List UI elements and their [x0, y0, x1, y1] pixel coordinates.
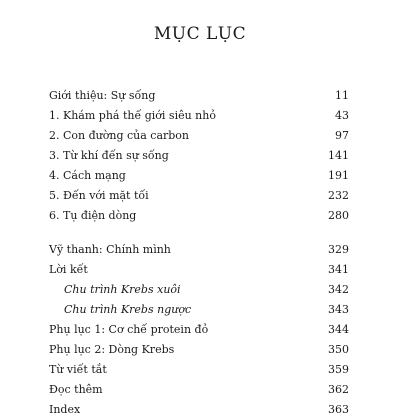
- toc-entry[interactable]: [49, 240, 349, 260]
- toc-entry[interactable]: [49, 106, 349, 126]
- page-title: MỤC LỤC: [153, 24, 247, 44]
- toc-entry-page: 232: [328, 189, 349, 202]
- toc-entry-page: 11: [335, 89, 349, 102]
- toc-entry-page: 97: [335, 129, 349, 142]
- toc-entry-label: Index: [49, 403, 81, 416]
- toc-entry-label: 6. Tụ điện dòng: [49, 209, 137, 222]
- toc-entry[interactable]: [49, 260, 349, 280]
- toc-back-matter: [49, 240, 349, 420]
- toc-entry-page: 341: [328, 263, 349, 276]
- toc-subentry[interactable]: [49, 300, 349, 320]
- toc-entry-label: Phụ lục 2: Dòng Krebs: [49, 343, 175, 356]
- toc-entry-page: 43: [335, 109, 349, 122]
- toc-entry-page: 344: [328, 323, 349, 336]
- toc-entry[interactable]: [49, 166, 349, 186]
- toc-entry[interactable]: [49, 320, 349, 340]
- toc-entry[interactable]: [49, 186, 349, 206]
- toc-entry-page: 359: [328, 363, 349, 376]
- toc-entry-label: 4. Cách mạng: [49, 169, 126, 182]
- toc-entry-label: 3. Từ khí đến sự sống: [49, 149, 169, 162]
- toc-entry[interactable]: [49, 380, 349, 400]
- toc-entry-page: 191: [328, 169, 349, 182]
- toc-entry-label: 2. Con đường của carbon: [49, 129, 190, 142]
- toc-entry[interactable]: [49, 340, 349, 360]
- toc-entry[interactable]: [49, 86, 349, 106]
- toc-entry[interactable]: [49, 146, 349, 166]
- toc-entry[interactable]: [49, 206, 349, 226]
- toc-entry-page: 329: [328, 243, 349, 256]
- toc-entry-page: 350: [328, 343, 349, 356]
- toc-entry-label: Chu trình Krebs xuôi: [64, 283, 181, 296]
- toc-entry-page: 363: [328, 403, 349, 416]
- toc-entry-label: Từ viết tắt: [49, 363, 107, 376]
- toc-entry-label: 1. Khám phá thế giới siêu nhỏ: [49, 109, 216, 122]
- toc-entry-label: Giới thiệu: Sự sống: [49, 89, 156, 102]
- toc-entry-page: 342: [328, 283, 349, 296]
- toc-entry-label: Chu trình Krebs ngược: [64, 303, 192, 316]
- toc-entry[interactable]: [49, 126, 349, 146]
- toc-entry[interactable]: [49, 400, 349, 420]
- toc-entry[interactable]: [49, 360, 349, 380]
- toc-entry-page: 141: [328, 149, 349, 162]
- toc-entry-label: 5. Đến với mặt tối: [49, 189, 149, 202]
- toc-entry-label: Lời kết: [49, 263, 88, 276]
- toc-main-chapters: [49, 86, 349, 226]
- toc-entry-label: Đọc thêm: [49, 383, 103, 396]
- toc-entry-page: 343: [328, 303, 349, 316]
- toc-subentry[interactable]: [49, 280, 349, 300]
- toc-entry-label: Vỹ thanh: Chính mình: [49, 243, 171, 256]
- toc-entry-page: 280: [328, 209, 349, 222]
- toc-entry-label: Phụ lục 1: Cơ chế protein đỏ: [49, 323, 209, 336]
- toc-entry-page: 362: [328, 383, 349, 396]
